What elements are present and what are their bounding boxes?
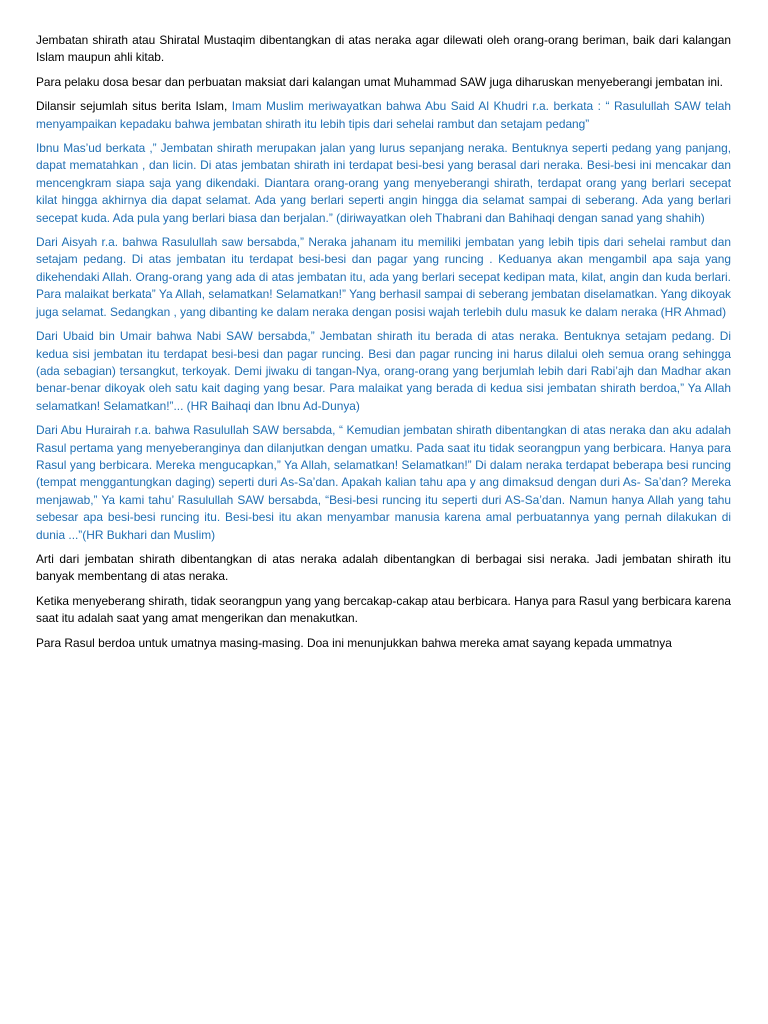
- paragraph-6-quote: Dari Ubaid bin Umair bahwa Nabi SAW bersabda,” Jembatan shirath itu berada di atas neraka. Bentuknya setajam pedang. Di kedua sisi jembatan itu terdapat besi-besi dan pagar runcing. Besi dan pagar runcing ini harus dilalui oleh semua orang sehingga (ada sebagian) tersangkut, terkoyak. Demi jiwaku di tangan-Nya, orang-orang yang berjumlah lebih dari Rabi’ajh dan Madhar akan benar-benar dikoyak oleh satu kait daging yang besar. Para malaikat yang berada di kedua sisi jembatan shirath berdoa,” Ya Allah selamatkan! Selamatkan!”... (HR Baihaqi dan Ibnu Ad-Dunya): [36, 329, 731, 413]
- paragraph-4-quote: Ibnu Mas’ud berkata ,” Jembatan shirath merupakan jalan yang lurus sepanjang neraka. Bentuknya seperti pedang yang panjang, dapat mematahkan , dan licin. Di atas jembatan shirath ini terdapat besi-besi yang berasal dari neraka. Besi-besi ini mencakar dan mencengkram siapa saja yang dikendaki. Diantara orang-orang yang menyeberangi shirath, terdapat orang yang berlari secepat kilat hingga akhirnya dia dapat selamat. Ada yang berlari seperti angin hingga dia selamat sampai di seberang. Ada yang berlari secepat kuda. Ada pula yang berlari biasa dan berjalan.” (diriwayatkan oleh Thabrani dan Bahihaqi dengan sanad yang shahih): [36, 141, 731, 225]
- paragraph-3: [36, 98, 731, 133]
- document-page: [36, 32, 731, 659]
- paragraph-3-text: Dilansir sejumlah situs berita Islam,: [36, 99, 232, 114]
- paragraph-10-text: Para Rasul berdoa untuk umatnya masing-masing. Doa ini menunjukkan bahwa mereka amat sayang kepada ummatnya: [36, 635, 672, 650]
- paragraph-9-text: Ketika menyeberang shirath, tidak seorangpun yang yang bercakap-cakap atau berbicara. Hanya para Rasul yang berbicara karena saat itu adalah saat yang amat mengerikan dan menakutkan.: [36, 593, 731, 626]
- paragraph-8: [36, 551, 731, 586]
- paragraph-5-quote: Dari Aisyah r.a. bahwa Rasulullah saw bersabda,” Neraka jahanam itu memiliki jembatan yang lebih tipis dari sehelai rambut dan setajam pedang. Di atas jembatan itu terdapat besi-besi dan pagar yang runcing . Keduanya akan mengambil apa saja yang dikehendaki Allah. Orang-orang yang ada di atas jembatan itu, ada yang berlari secepat kedipan mata, kilat, angin dan kuda berlari. Para malaikat berkata” Ya Allah, selamatkan! Selamatkan!” Yang berhasil sampai di seberang jembatan diselamatkan. Yang dikoyak juga selamat. Sedangkan , yang dibanting ke dalam neraka dengan posisi wajah terlebih dulu masuk ke dalam neraka (HR Ahmad): [36, 235, 731, 319]
- paragraph-9: [36, 593, 731, 628]
- paragraph-4: [36, 140, 731, 227]
- paragraph-8-text: Arti dari jembatan shirath dibentangkan di atas neraka adalah dibentangkan di berbagai sisi neraka. Jadi jembatan shirath itu banyak membentang di atas neraka.: [36, 551, 731, 584]
- paragraph-7-quote: Dari Abu Hurairah r.a. bahwa Rasulullah SAW bersabda, “ Kemudian jembatan shirath dibentangkan di atas neraka dan aku adalah Rasul pertama yang menyeberanginya dan dilanjutkan dengan umatku. Pada saat itu tidak seorangpun yang berbicara. Hanya para Rasul yang berbicara. Mereka mengucapkan,” Ya Allah, selamatkan! Selamatkan!” Di dalam neraka terdapat beberapa besi runcing (tempat menggantungkan daging) seperti duri As-Sa’dan. Apakah kalian tahu apa y ang dimaksud dengan duri As- Sa’dan? Mereka menjawab,” Ya kami tahu’ Rasulullah SAW bersabda, “Besi-besi runcing itu seperti duri AS-Sa’dan. Namun hanya Allah yang tahu sebesar apa besi-besi runcing itu. Besi-besi itu akan menyambar manusia karena amal perbuatannya yang pernah dilakukan di dunia ...”(HR Bukhari dan Muslim): [36, 423, 731, 542]
- paragraph-5: [36, 234, 731, 321]
- paragraph-2-text: Para pelaku dosa besar dan perbuatan maksiat dari kalangan umat Muhammad SAW juga diharuskan menyeberangi jembatan ini.: [36, 74, 723, 89]
- paragraph-6: [36, 328, 731, 415]
- paragraph-3-quote: Imam Muslim meriwayatkan bahwa Abu Said Al Khudri r.a. berkata : “ Rasulullah SAW telah menyampaikan kepadaku bahwa jembatan shirath itu lebih tipis dari sehelai rambut dan setajam pedang”: [36, 99, 731, 131]
- paragraph-1-text: Jembatan shirath atau Shiratal Mustaqim dibentangkan di atas neraka agar dilewati oleh orang-orang beriman, baik dari kalangan Islam maupun ahli kitab.: [36, 33, 731, 65]
- paragraph-10: [36, 635, 731, 652]
- paragraph-2: [36, 74, 731, 91]
- paragraph-7: [36, 422, 731, 544]
- paragraph-1: [36, 32, 731, 67]
